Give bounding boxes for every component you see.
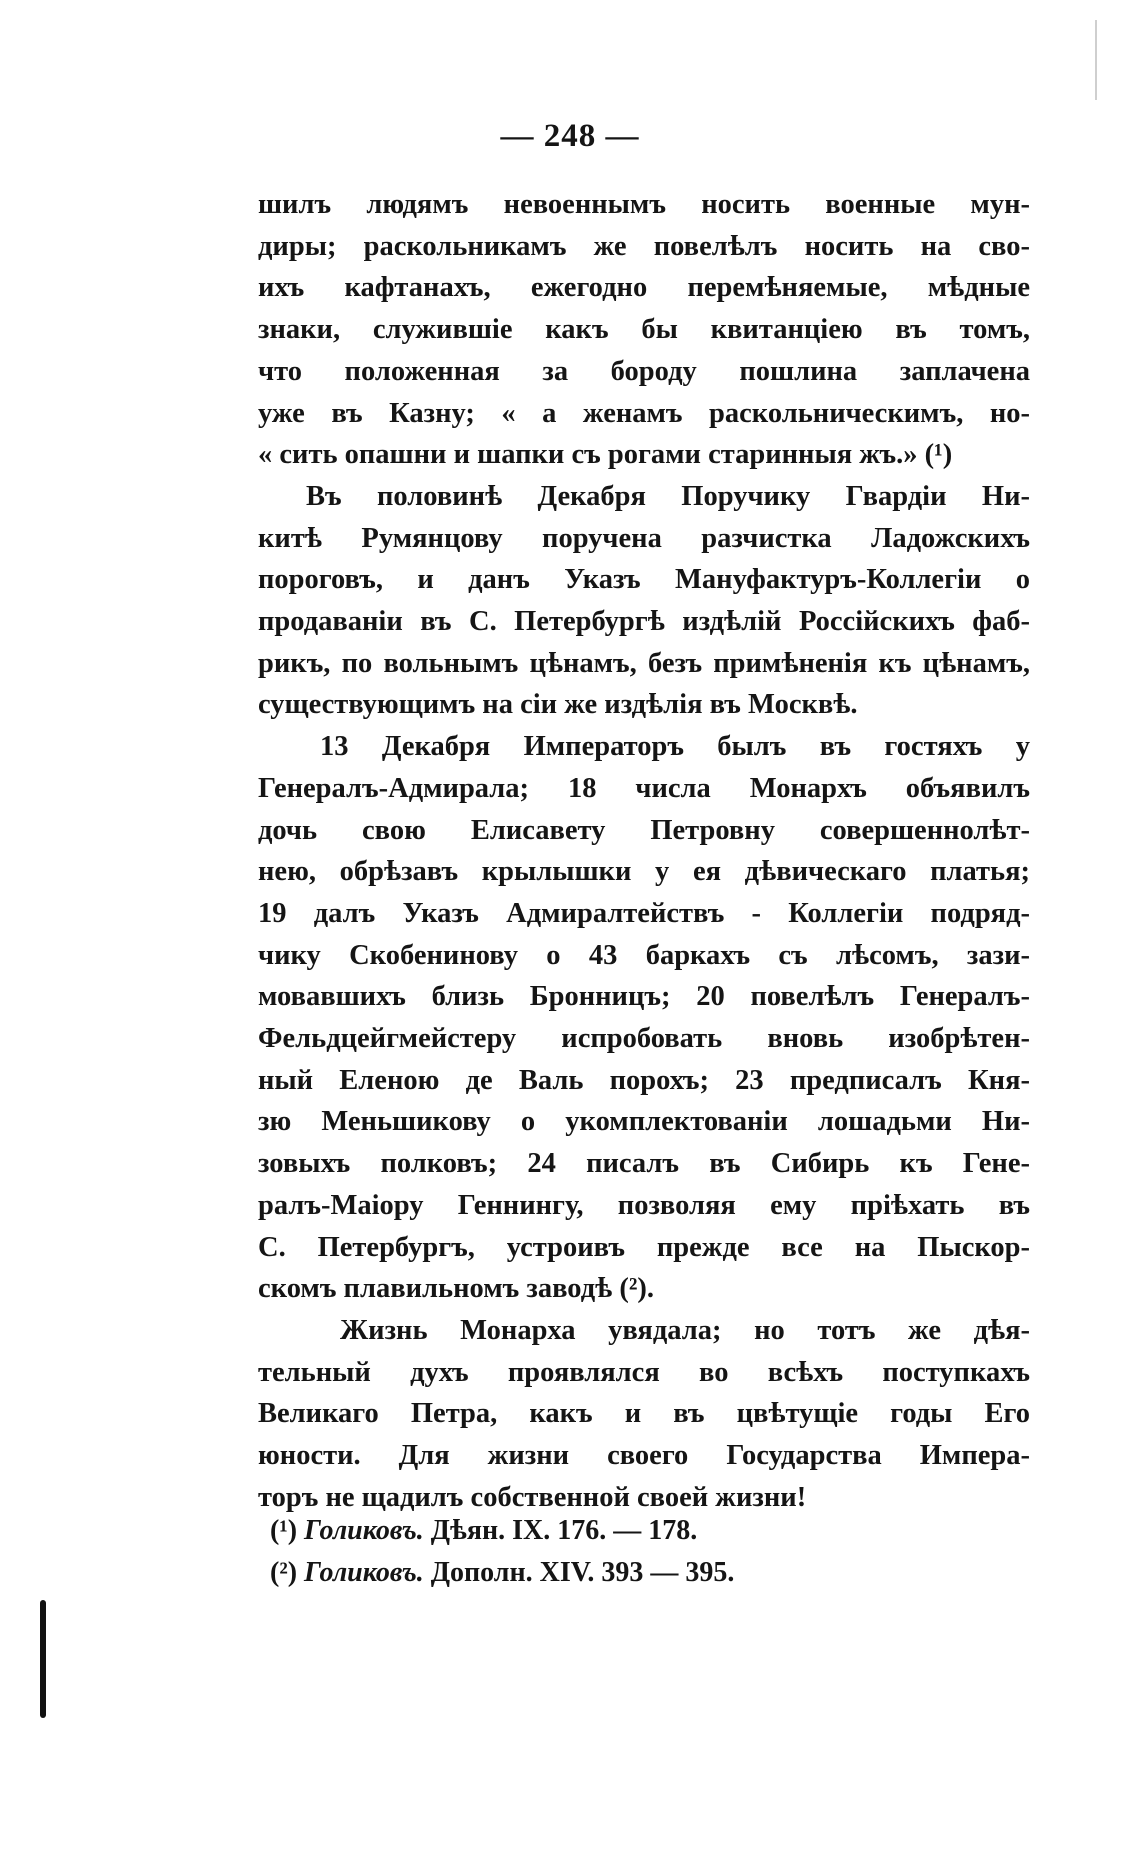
- text-line: дочь свою Елисавету Петровну совершеннолѣт-: [258, 814, 1030, 846]
- text-line: ный Еленою де Валь порохъ; 23 предписалъ Кня-: [258, 1064, 1030, 1096]
- footnote-marker: (¹): [270, 1515, 298, 1546]
- text-line: скомъ плавильномъ заводѣ (²).: [258, 1273, 654, 1305]
- text-line: торъ не щадилъ собственной своей жизни!: [258, 1481, 807, 1513]
- footnote-author: Голиковъ.: [304, 1557, 424, 1588]
- text-line: что положенная за бороду пошлина заплачена: [258, 355, 1030, 387]
- text-line: существующимъ на сіи же издѣлія въ Москвѣ.: [258, 689, 858, 721]
- page-edge-mark: [1095, 20, 1097, 100]
- text-line: 13 Декабря Императоръ былъ въ гостяхъ у: [320, 731, 1030, 763]
- text-line: С. Петербургъ, устроивъ прежде все на Пыскор-: [258, 1231, 1030, 1263]
- text-line: ралъ-Маіору Геннингу, позволяя ему пріѣхать въ: [258, 1189, 1030, 1221]
- text-line: « сить опашни и шапки съ рогами старинныя жъ.» (¹): [258, 439, 953, 471]
- text-line: Въ половинѣ Декабря Поручику Гвардіи Ни-: [306, 480, 1030, 512]
- text-line: зю Меньшикову о укомплектованіи лошадьми Ни-: [258, 1106, 1030, 1138]
- text-line: рикъ, по вольнымъ цѣнамъ, безъ примѣненія къ цѣнамъ,: [258, 647, 1030, 679]
- text-line: Генералъ-Адмирала; 18 числа Монархъ объявилъ: [258, 772, 1030, 804]
- text-line: 19 далъ Указъ Адмиралтействъ - Коллегіи подряд-: [258, 897, 1030, 929]
- text-line: продаваніи въ С. Петербургѣ издѣлій Россійскихъ фаб-: [258, 606, 1030, 638]
- footnote-reference: Дополн. XIV. 393 — 395.: [430, 1557, 735, 1588]
- text-line: пороговъ, и данъ Указъ Мануфактуръ-Коллегіи о: [258, 564, 1030, 596]
- text-line: юности. Для жизни своего Государства Импера-: [258, 1440, 1030, 1472]
- page-number: — 248 —: [500, 118, 640, 154]
- body-text: [258, 184, 1030, 1519]
- footnote-1: [270, 1510, 1030, 1552]
- footnote-2: [270, 1552, 1030, 1594]
- text-line: зовыхъ полковъ; 24 писалъ въ Сибирь къ Гене-: [258, 1148, 1030, 1180]
- text-line: уже въ Казну; « а женамъ раскольническимъ, но-: [258, 397, 1030, 429]
- margin-mark: [40, 1600, 46, 1718]
- text-line: чику Скобенинову о 43 баркахъ съ лѣсомъ, зази-: [258, 939, 1030, 971]
- text-line: шилъ людямъ невоеннымъ носить военные мун-: [258, 189, 1030, 220]
- text-line: Великаго Петра, какъ и въ цвѣтущіе годы Его: [258, 1398, 1030, 1430]
- text-line: ихъ кафтанахъ, ежегодно перемѣняемые, мѣдные: [258, 272, 1030, 304]
- text-line: Жизнь Монарха увядала; но тотъ же дѣя-: [340, 1314, 1030, 1346]
- text-line: мовавшихъ близь Бронницъ; 20 повелѣлъ Генералъ-: [258, 981, 1030, 1013]
- footnote-marker: (²): [270, 1557, 298, 1588]
- footnotes: [270, 1510, 1030, 1594]
- text-line: знаки, служившіе какъ бы квитанціею въ томъ,: [258, 314, 1030, 346]
- text-line: китѣ Румянцову поручена разчистка Ладожскихъ: [258, 522, 1030, 554]
- footnote-author: Голиковъ.: [304, 1515, 424, 1546]
- footnote-reference: Дѣян. IX. 176. — 178.: [430, 1515, 698, 1546]
- text-line: Фельдцейгмейстеру испробовать вновь изобрѣтен-: [258, 1023, 1030, 1055]
- text-line: диры; раскольникамъ же повелѣлъ носить на сво-: [258, 230, 1030, 262]
- text-line: нею, обрѣзавъ крылышки у ея дѣвическаго платья;: [258, 856, 1030, 888]
- text-line: тельный духъ проявлялся во всѣхъ поступкахъ: [258, 1356, 1030, 1388]
